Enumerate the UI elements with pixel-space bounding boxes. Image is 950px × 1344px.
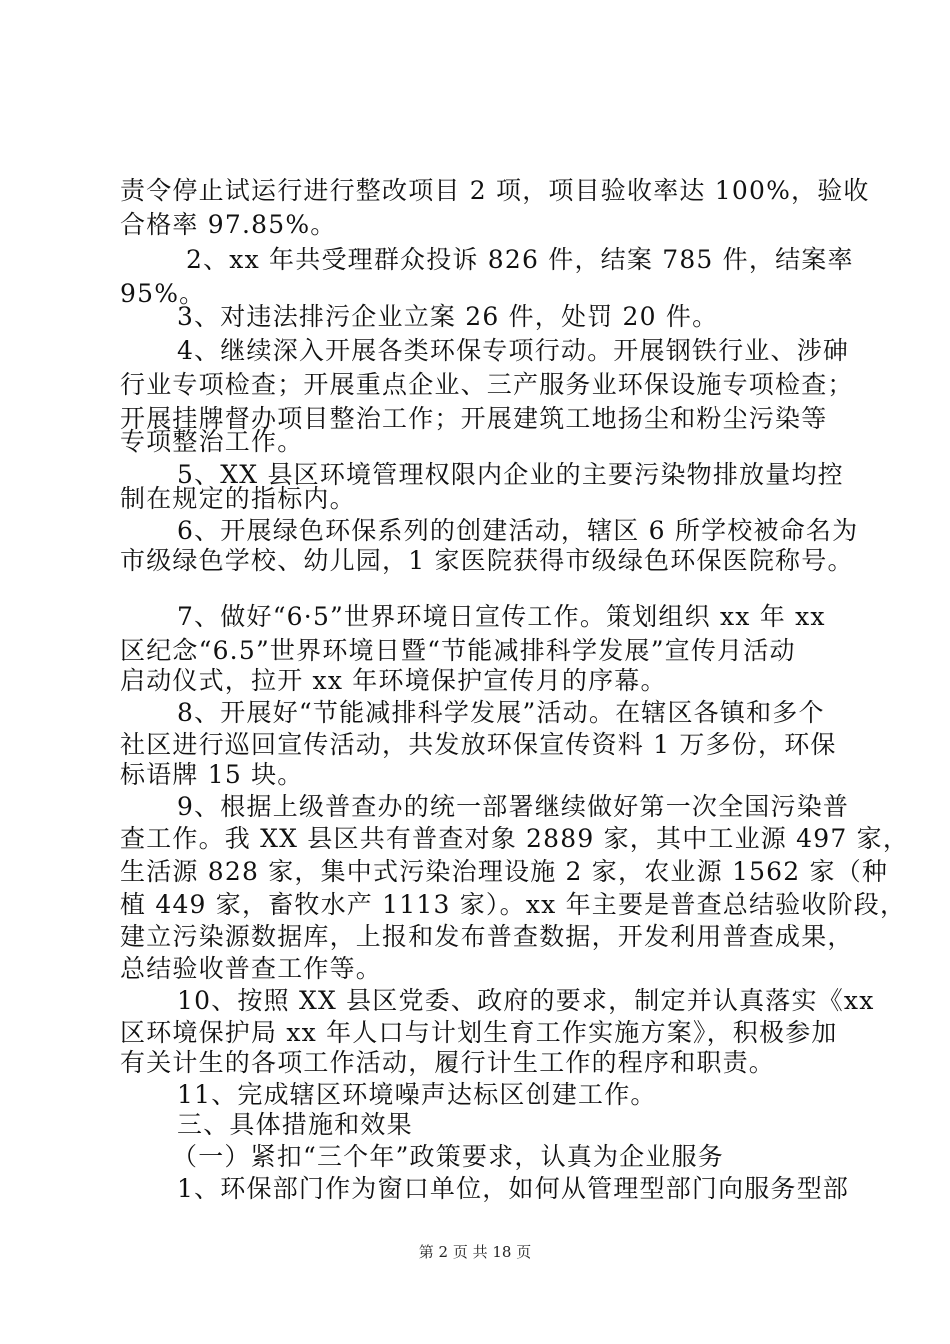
subsection-heading: （一）紧扣“三个年”政策要求，认真为企业服务 — [172, 1142, 724, 1171]
body-line-2: 合格率 97.85%。 — [120, 210, 337, 239]
body-line-16: 启动仪式，拉开 xx 年环境保护宣传月的序幕。 — [120, 666, 667, 695]
body-line-8: 开展挂牌督办项目整治工作；开展建筑工地扬尘和粉尘污染等 — [120, 404, 828, 433]
body-line-22: 生活源 828 家，集中式污染治理设施 2 家，农业源 1562 家（种 — [120, 857, 889, 886]
body-line-32: 1、环保部门作为窗口单位，如何从管理型部门向服务型部 — [177, 1174, 850, 1203]
body-line-29: 11、完成辖区环境噪声达标区创建工作。 — [177, 1080, 657, 1109]
body-line-17: 8、开展好“节能减排科学发展”活动。在辖区各镇和多个 — [177, 698, 825, 727]
body-line-11: 制在规定的指标内。 — [120, 484, 356, 513]
body-line-18: 社区进行巡回宣传活动，共发放环保宣传资料 1 万多份，环保 — [120, 730, 837, 759]
body-line-3: 2、xx 年共受理群众投诉 826 件，结案 785 件，结案率 — [186, 245, 854, 274]
body-line-10: 5、XX 县区环境管理权限内企业的主要污染物排放量均控 — [177, 460, 844, 489]
body-line-7: 行业专项检查；开展重点企业、三产服务业环保设施专项检查； — [120, 370, 854, 399]
body-line-14: 7、做好“6·5”世界环境日宣传工作。策划组织 xx 年 xx — [177, 602, 826, 631]
body-line-25: 总结验收普查工作等。 — [120, 954, 383, 983]
page-number-footer: 第 2 页 共 18 页 — [418, 1243, 532, 1261]
section-heading: 三、具体措施和效果 — [177, 1110, 413, 1139]
body-line-4: 95%。 — [120, 279, 206, 308]
body-line-19: 标语牌 15 块。 — [120, 760, 304, 789]
body-line-20: 9、根据上级普查办的统一部署继续做好第一次全国污染普 — [177, 792, 850, 821]
body-line-5: 3、对违法排污企业立案 26 件，处罚 20 件。 — [177, 302, 719, 331]
body-line-28: 有关计生的各项工作活动，履行计生工作的程序和职责。 — [120, 1048, 776, 1077]
body-line-1: 责令停止试运行进行整改项目 2 项，项目验收率达 100%，验收 — [120, 176, 870, 205]
body-line-24: 建立污染源数据库，上报和发布普查数据，开发利用普查成果， — [120, 922, 854, 951]
body-line-27: 区环境保护局 xx 年人口与计划生育工作实施方案》，积极参加 — [120, 1018, 838, 1047]
body-line-9: 专项整治工作。 — [120, 427, 304, 456]
body-line-15: 区纪念“6.5”世界环境日暨“节能减排科学发展”宣传月活动 — [120, 636, 796, 665]
body-line-13: 市级绿色学校、幼儿园，1 家医院获得市级绿色环保医院称号。 — [120, 546, 854, 575]
body-line-12: 6、开展绿色环保系列的创建活动，辖区 6 所学校被命名为 — [177, 516, 859, 545]
body-line-26: 10、按照 XX 县区党委、政府的要求，制定并认真落实《xx — [177, 986, 875, 1015]
body-line-23: 植 449 家，畜牧水产 1113 家）。xx 年主要是普查总结验收阶段， — [120, 890, 907, 919]
body-line-6: 4、继续深入开展各类环保专项行动。开展钢铁行业、涉砷 — [177, 336, 850, 365]
body-line-21: 查工作。我 XX 县区共有普查对象 2889 家，其中工业源 497 家， — [120, 824, 910, 853]
